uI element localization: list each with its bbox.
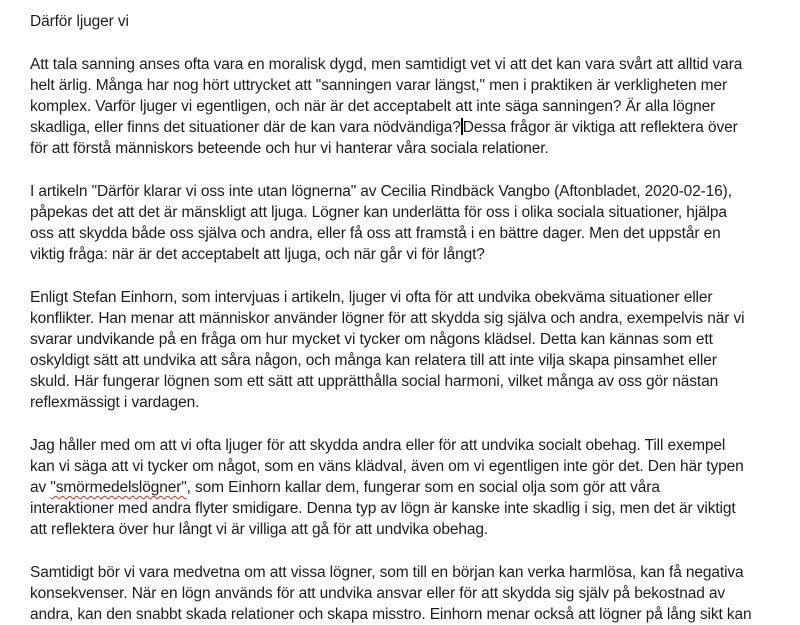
text-line[interactable]: I artikeln "Därför klarar vi oss inte utan lögnerna" av Cecilia Rindbäck Vangbo (Aftonbladet, 2020-02-16), (30, 183, 732, 200)
text-line[interactable]: Samtidigt bör vi vara medvetna om att vissa lögner, som till en början kan verka harmlösa, kan få negativa (30, 564, 744, 581)
text-line-clipped[interactable]: andra, kan den snabbt skada relationer och skapa misstro. Einhorn menar också att lögner på lång sikt kan (30, 606, 752, 623)
text-line[interactable]: att reflektera över hur långt vi är villiga att gå för att undvika obehag. (30, 521, 489, 538)
text-line-with-cursor[interactable] (30, 117, 778, 138)
paragraph-5 (30, 562, 778, 625)
text-line[interactable]: svarar undvikande på en fråga om hur mycket vi tycker om någons klädsel. Detta kan kännas som ett (30, 331, 713, 348)
text-line[interactable]: konsekvenser. När en lögn används för att undvika ansvar eller för att skydda sig själv på bekostnad av (30, 585, 726, 602)
text-line[interactable]: kan vi säga att vi tycker om något, som en väns klädval, även om vi egentligen inte gör det. Den här typen (30, 458, 744, 475)
text-line[interactable]: konflikter. Han menar att människor använder lögner för att skydda sig själva och andra, exempelvis när vi (30, 310, 745, 327)
text-segment: Dessa frågor är viktiga att reflektera över (462, 119, 738, 136)
text-line[interactable]: skuld. Här fungerar lögnen som ett sätt att upprätthålla social harmoni, vilket många av oss gör nästan (30, 373, 719, 390)
paragraph-4 (30, 435, 778, 540)
text-line[interactable]: Enligt Stefan Einhorn, som intervjuas i artikeln, ljuger vi ofta för att undvika obekväma situationer eller (30, 289, 713, 306)
paragraph-2 (30, 181, 778, 265)
text-line[interactable]: Att tala sanning anses ofta vara en moralisk dygd, men samtidigt vet vi att det kan vara svårt att alltid vara (30, 56, 743, 73)
text-line-with-misspelling[interactable] (30, 477, 778, 498)
text-line[interactable]: helt ärlig. Många har nog hört uttrycket att "sanningen varar längst," men i praktiken är verkligheten mer (30, 77, 728, 94)
misspelled-word[interactable]: "smörmedelslögner" (50, 479, 187, 496)
text-segment: skadliga, eller finns det situationer där de kan vara nödvändiga? (30, 119, 461, 136)
text-line[interactable]: reflexmässigt i vardagen. (30, 394, 200, 411)
text-line[interactable]: för att förstå människors beteende och hur vi hanterar våra sociala relationer. (30, 140, 549, 157)
text-line[interactable]: viktig fråga: när är det acceptabelt att ljuga, och när går vi för långt? (30, 246, 485, 263)
paragraph-1 (30, 54, 778, 159)
text-line[interactable]: interaktioner med andra flyter smidigare. Denna typ av lögn är kanske inte skadlig i sig, men det är viktigt (30, 500, 736, 517)
text-segment: , som Einhorn kallar dem, fungerar som en social olja som gör att våra (186, 479, 660, 496)
text-line[interactable]: oss att skydda både oss själva och andra, eller få oss att framstå i en bättre dager. Men det uppstår en (30, 225, 721, 242)
paragraph-3 (30, 287, 778, 413)
text-line[interactable]: Jag håller med om att vi ofta ljuger för att skydda andra eller för att undvika socialt obehag. Till exempel (30, 437, 726, 454)
text-line[interactable]: påpekas det att det är mänskligt att ljuga. Lögner kan underlätta för oss i olika sociala situationer, hjälpa (30, 204, 727, 221)
text-line[interactable]: komplex. Varför ljuger vi egentligen, och när är det acceptabelt att inte säga sanningen? Är alla lögner (30, 98, 716, 115)
text-segment: av (30, 479, 51, 496)
text-line[interactable]: oskyldigt sätt att undvika att såra någon, och många kan relatera till att inte vilja skapa pinsamhet eller (30, 352, 717, 369)
document-title[interactable]: Därför ljuger vi (30, 13, 129, 30)
